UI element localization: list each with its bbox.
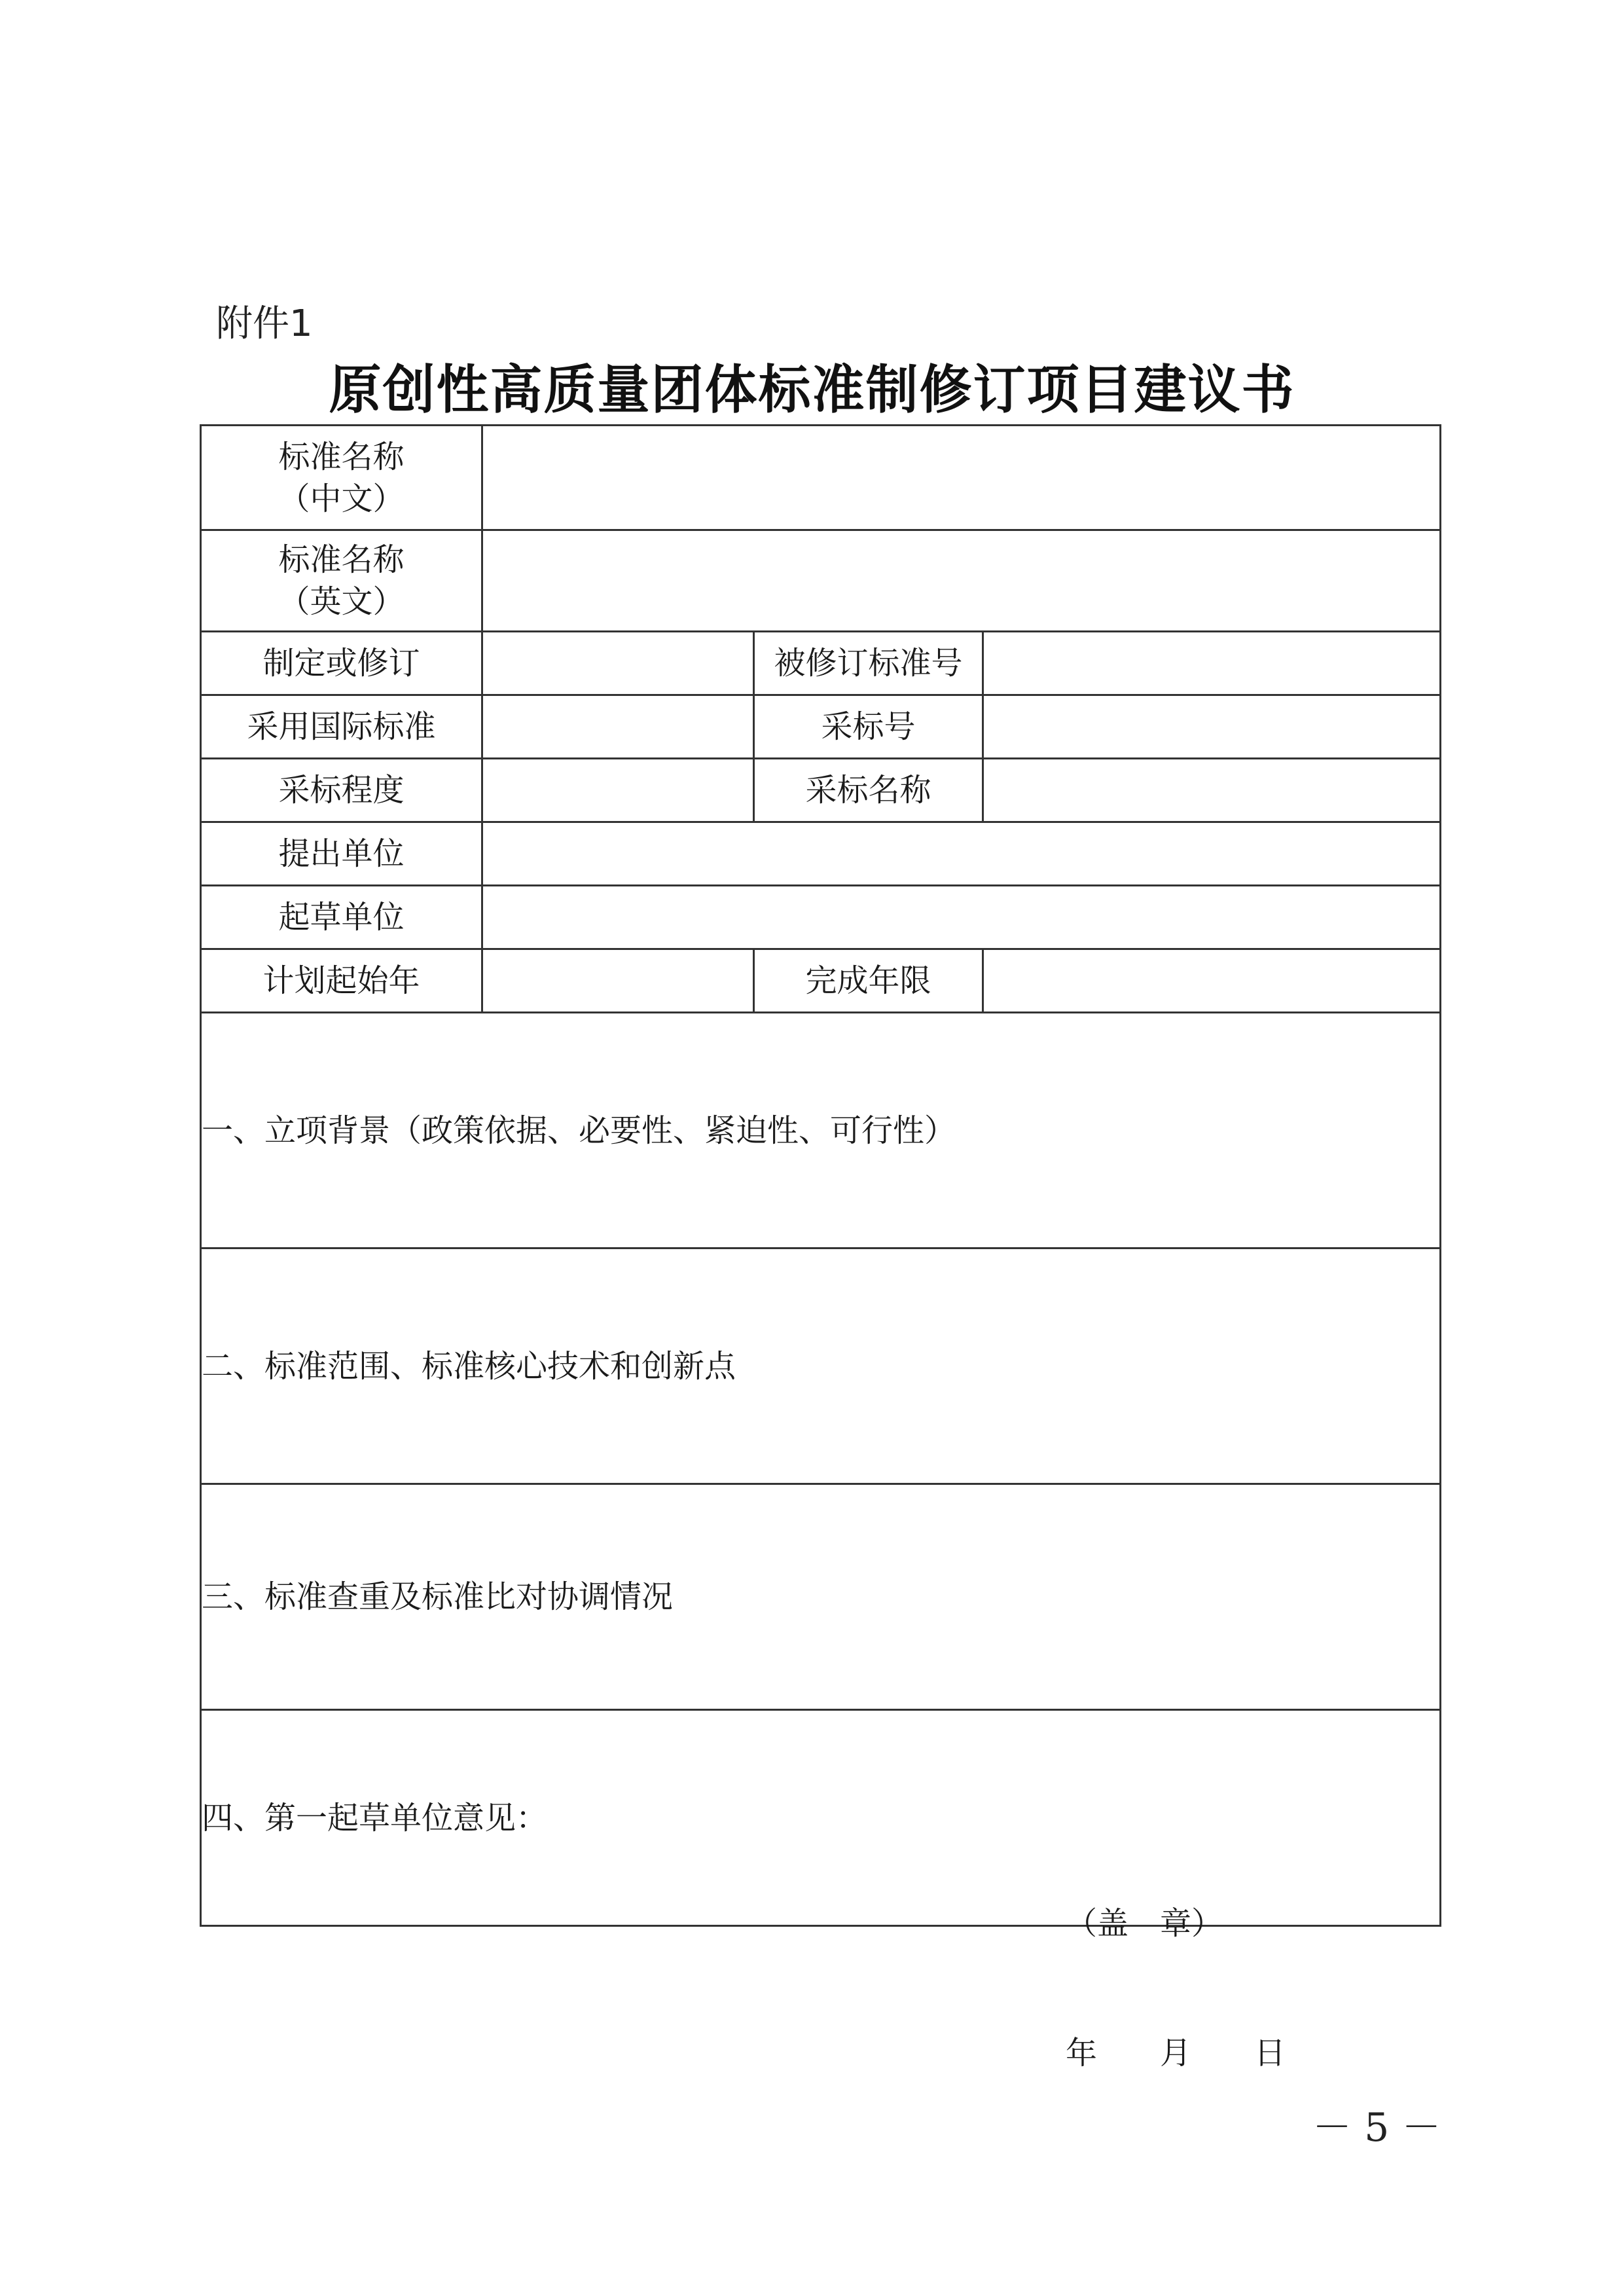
proposer-field[interactable] [482,822,1441,886]
plan-start-year-field[interactable] [482,949,754,1013]
section-project-background[interactable] [201,1013,1441,1248]
make-or-revise-field[interactable] [482,632,754,695]
adopt-std-name-label: 采标名称 [754,759,983,822]
adopt-intl-std-field[interactable] [482,695,754,759]
drafter-field[interactable] [482,886,1441,949]
completion-deadline-field[interactable] [983,949,1441,1013]
revised-std-no-field[interactable] [983,632,1441,695]
revised-std-no-label: 被修订标准号 [754,632,983,695]
section-scope-and-innovation-heading: 二、标准范围、标准核心技术和创新点 [202,1347,736,1385]
form-title: 原创性高质量团体标准制修订项目建议书 [329,359,1295,420]
adopt-degree-field[interactable] [482,759,754,822]
seal-date-block [1066,1815,1286,2161]
attachment-label: 附件1 [216,302,313,345]
proposer-label: 提出单位 [201,822,482,886]
section-project-background-heading: 一、立项背景（政策依据、必要性、紧迫性、可行性） [202,1112,956,1149]
std-name-en-sublabel: （英文） [278,583,405,620]
std-name-cn-label: 标准名称 [278,438,405,475]
std-name-en-label-cell [201,530,482,632]
section-duplication-check-heading: 三、标准查重及标准比对协调情况 [202,1578,674,1615]
section-duplication-check[interactable] [201,1484,1441,1710]
adopt-std-name-field[interactable] [983,759,1441,822]
std-name-cn-sublabel: （中文） [278,480,405,517]
page-number: － 5 － [1312,2105,1441,2151]
std-name-cn-field[interactable] [482,426,1441,530]
std-name-en-field[interactable] [482,530,1441,632]
section-scope-and-innovation[interactable] [201,1248,1441,1484]
section-first-drafter-opinion-heading: 四、第一起草单位意见： [202,1799,548,1836]
std-name-cn-label-cell [201,426,482,530]
make-or-revise-label: 制定或修订 [201,632,482,695]
adopt-degree-label: 采标程度 [201,759,482,822]
proposal-form-table [200,424,1441,2071]
seal-label: （盖 章） [1066,1905,1223,1942]
date-label: 年 月 日 [1066,2035,1286,2071]
completion-deadline-label: 完成年限 [754,949,983,1013]
std-name-en-label: 标准名称 [278,541,405,578]
adopt-std-no-field[interactable] [983,695,1441,759]
drafter-label: 起草单位 [201,886,482,949]
adopt-intl-std-label: 采用国际标准 [201,695,482,759]
plan-start-year-label: 计划起始年 [201,949,482,1013]
adopt-std-no-label: 采标号 [754,695,983,759]
section-first-drafter-opinion[interactable] [201,1710,1441,2071]
